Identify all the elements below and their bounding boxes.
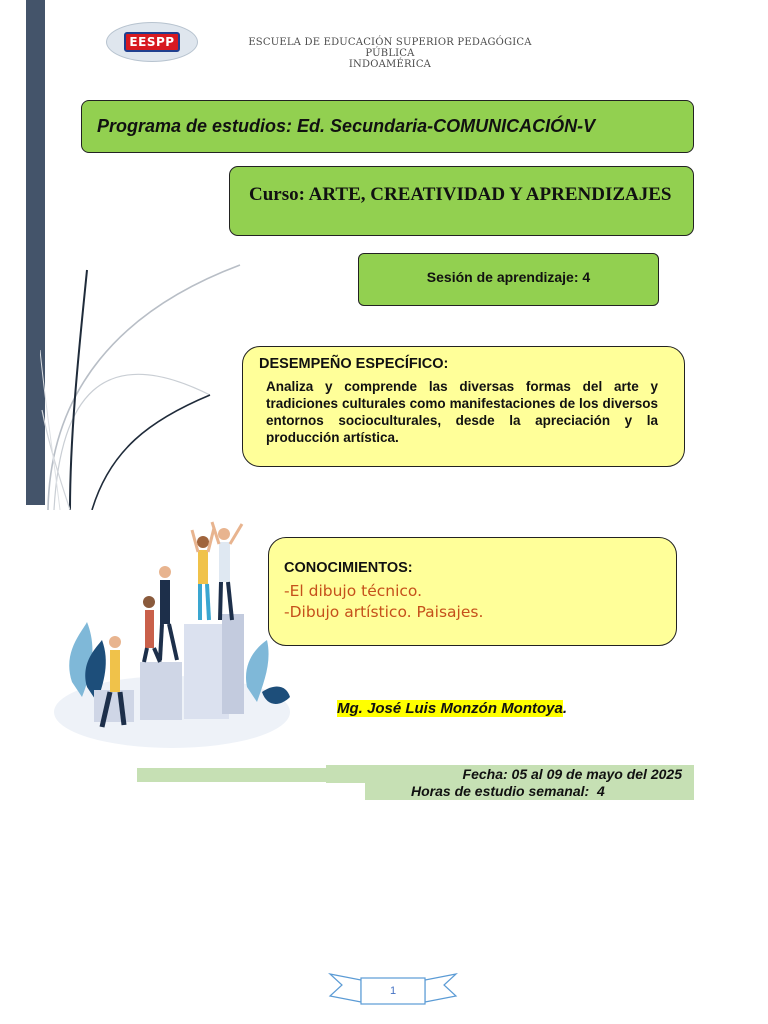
date-text: Fecha: 05 al 09 de mayo del 2025	[462, 766, 682, 782]
session-box	[358, 253, 659, 306]
performance-title: DESEMPEÑO ESPECÍFICO:	[259, 356, 449, 372]
program-title-box	[81, 100, 694, 153]
knowledge-box	[268, 537, 677, 646]
school-name-line2: INDOAMÉRICA	[348, 59, 432, 70]
school-name	[225, 37, 555, 70]
author-name: Mg. José Luis Monzón Montoya	[337, 700, 563, 717]
session-label: Sesión de aprendizaje: 4	[426, 269, 591, 285]
school-name-line1: ESCUELA DE EDUCACIÓN SUPERIOR PEDAGÓGICA PÚBLICA	[248, 37, 532, 59]
program-title: Programa de estudios: Ed. Secundaria-COMUNICACIÓN-V	[97, 116, 596, 136]
author-line	[337, 700, 567, 717]
teamwork-illustration	[52, 512, 297, 752]
author-suffix: .	[562, 700, 567, 717]
weekly-hours-text: Horas de estudio semanal: 4	[411, 783, 605, 799]
logo-text: EESPP	[124, 32, 179, 52]
knowledge-item: -Dibujo artístico. Paisajes.	[284, 603, 484, 621]
course-title: Curso: ARTE, CREATIVIDAD Y APRENDIZAJES	[249, 184, 672, 205]
knowledge-title: CONOCIMIENTOS:	[284, 560, 413, 576]
school-logo	[106, 22, 198, 62]
course-title-box	[229, 166, 694, 236]
performance-box	[242, 346, 685, 467]
page-number: 1	[389, 985, 397, 997]
decorative-curves	[40, 230, 250, 510]
knowledge-item: -El dibujo técnico.	[284, 582, 423, 600]
performance-description: Analiza y comprende las diversas formas del arte y tradiciones culturales como manifestaciones de los diversos entornos socioculturales, desde la apreciación y la producción artística.	[266, 379, 658, 445]
footer-band-left	[137, 768, 327, 782]
